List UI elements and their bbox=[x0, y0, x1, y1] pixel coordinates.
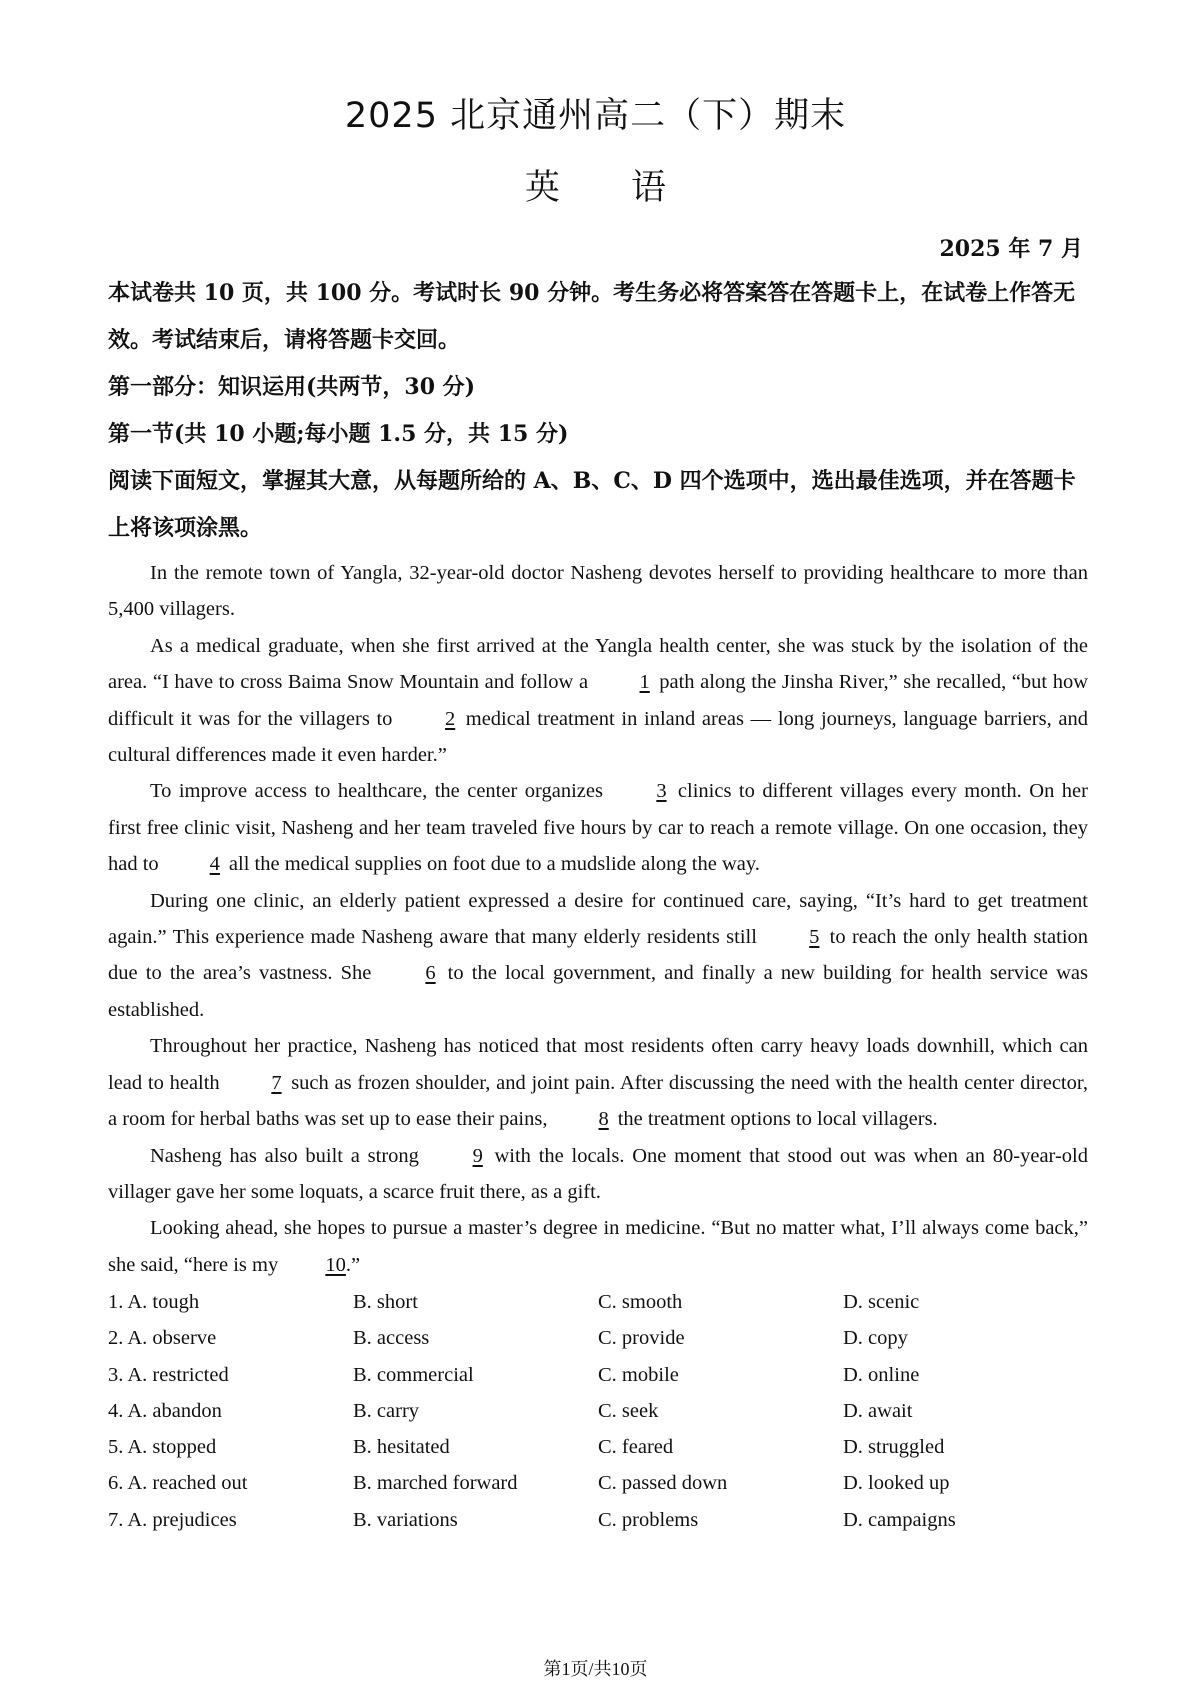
blank-10: 10 bbox=[325, 1253, 346, 1276]
blank-9: 9 bbox=[472, 1144, 483, 1167]
blank-3: 3 bbox=[656, 780, 667, 803]
option-row bbox=[108, 1393, 1088, 1429]
subject-title: 英 语 bbox=[524, 168, 667, 208]
paragraph-7: Looking ahead, she hopes to pursue a master’s degree in medicine. “But no matter what, I’ll always come back,” she said, “here is my 10.” bbox=[108, 1210, 1088, 1283]
option-b: B. commercial bbox=[353, 1363, 474, 1386]
answer-options bbox=[108, 1284, 1088, 1538]
option-a: 4. A. abandon bbox=[108, 1399, 222, 1422]
option-a: 7. A. prejudices bbox=[108, 1508, 237, 1531]
exam-title: 2025 北京通州高二（下）期末 bbox=[344, 96, 847, 136]
option-b: B. short bbox=[353, 1291, 418, 1313]
option-c: C. smooth bbox=[598, 1291, 683, 1313]
reading-instructions: 阅读下面短文，掌握其大意，从每题所给的 A、B、C、D 四个选项中，选出最佳选项，并在答题卡上将该项涂黑。 bbox=[108, 468, 1076, 541]
option-b: B. carry bbox=[353, 1399, 420, 1422]
option-a: 6. A. reached out bbox=[108, 1472, 248, 1495]
blank-6: 6 bbox=[425, 962, 436, 985]
paragraph-5: Throughout her practice, Nasheng has noticed that most residents often carry heavy loads downhill, which can lead to health 7 such as frozen shoulder, and joint pain. After discussing the need with the health center director, a room for herbal baths was set up to ease their pains, 8 the treatment options to local villagers. bbox=[108, 1028, 1088, 1137]
option-d: D. online bbox=[843, 1363, 920, 1386]
option-b: B. marched forward bbox=[353, 1472, 518, 1495]
option-row bbox=[108, 1320, 1088, 1356]
option-row bbox=[108, 1284, 1088, 1320]
blank-1: 1 bbox=[639, 671, 650, 694]
option-d: D. struggled bbox=[843, 1436, 945, 1459]
blank-5: 5 bbox=[809, 926, 820, 949]
option-row bbox=[108, 1502, 1088, 1538]
option-d: D. await bbox=[843, 1399, 913, 1422]
paragraph-1: In the remote town of Yangla, 32-year-old doctor Nasheng devotes herself to providing healthcare to more than 5,400 villagers. bbox=[108, 562, 1088, 621]
page-number: 第1页/共10页 bbox=[543, 1659, 648, 1679]
option-b: B. access bbox=[353, 1327, 430, 1350]
option-d: D. scenic bbox=[843, 1291, 920, 1313]
option-d: D. campaigns bbox=[843, 1508, 956, 1531]
paragraph-3: To improve access to healthcare, the center organizes 3 clinics to different villages every month. On her first free clinic visit, Nasheng and her team traveled five hours by car to reach a remote village. On one occasion, they had to 4 all the medical supplies on foot due to a mudslide along the way. bbox=[108, 773, 1088, 882]
option-a: 1. A. tough bbox=[108, 1291, 200, 1313]
option-a: 3. A. restricted bbox=[108, 1363, 229, 1386]
option-c: C. passed down bbox=[598, 1472, 728, 1495]
option-row bbox=[108, 1429, 1088, 1465]
option-c: C. seek bbox=[598, 1399, 659, 1422]
part-heading: 第一部分：知识运用(共两节，30 分) bbox=[108, 374, 476, 400]
paragraph-2: As a medical graduate, when she first arrived at the Yangla health center, she was stuck by the isolation of the area. “I have to cross Baima Snow Mountain and follow a 1 path along the Jinsha River,” she recalled, “but how difficult it was for the villagers to 2 medical treatment in inland areas — long journeys, language barriers, and cultural differences made it even harder.” bbox=[108, 634, 1089, 767]
option-b: B. hesitated bbox=[353, 1436, 450, 1459]
option-c: C. provide bbox=[598, 1327, 685, 1350]
paragraph-4: During one clinic, an elderly patient expressed a desire for continued care, saying, “It’s hard to get treatment again.” This experience made Nasheng aware that many elderly residents still 5 to reach the only health station due to the area’s vastness. She 6 to the local government, and finally a new building for health service was established. bbox=[108, 889, 1089, 1021]
exam-date: 2025 年 7 月 bbox=[939, 236, 1083, 262]
cloze-passage bbox=[108, 555, 1088, 1283]
option-c: C. problems bbox=[598, 1508, 699, 1531]
blank-2: 2 bbox=[444, 707, 456, 730]
exam-instructions: 本试卷共 10 页，共 100 分。考试时长 90 分钟。考生务必将答案答在答题卡上，在试卷上作答无效。考试结束后，请将答题卡交回。 bbox=[108, 280, 1076, 353]
paragraph-6: Nasheng has also built a strong 9 with the locals. One moment that stood out was when an 80-year-old villager gave her some loquats, a scarce fruit there, as a gift. bbox=[108, 1138, 1088, 1211]
section-heading: 第一节(共 10 小题;每小题 1.5 分，共 15 分) bbox=[108, 421, 569, 447]
option-c: C. feared bbox=[598, 1436, 674, 1459]
blank-8: 8 bbox=[598, 1108, 609, 1131]
option-row bbox=[108, 1465, 1088, 1501]
option-d: D. looked up bbox=[843, 1472, 950, 1495]
blank-7: 7 bbox=[271, 1071, 282, 1094]
option-row bbox=[108, 1357, 1088, 1393]
option-b: B. variations bbox=[353, 1508, 458, 1531]
option-c: C. mobile bbox=[598, 1363, 679, 1386]
option-a: 5. A. stopped bbox=[108, 1436, 217, 1459]
option-a: 2. A. observe bbox=[108, 1327, 217, 1350]
option-d: D. copy bbox=[843, 1327, 908, 1350]
blank-4: 4 bbox=[209, 853, 220, 876]
